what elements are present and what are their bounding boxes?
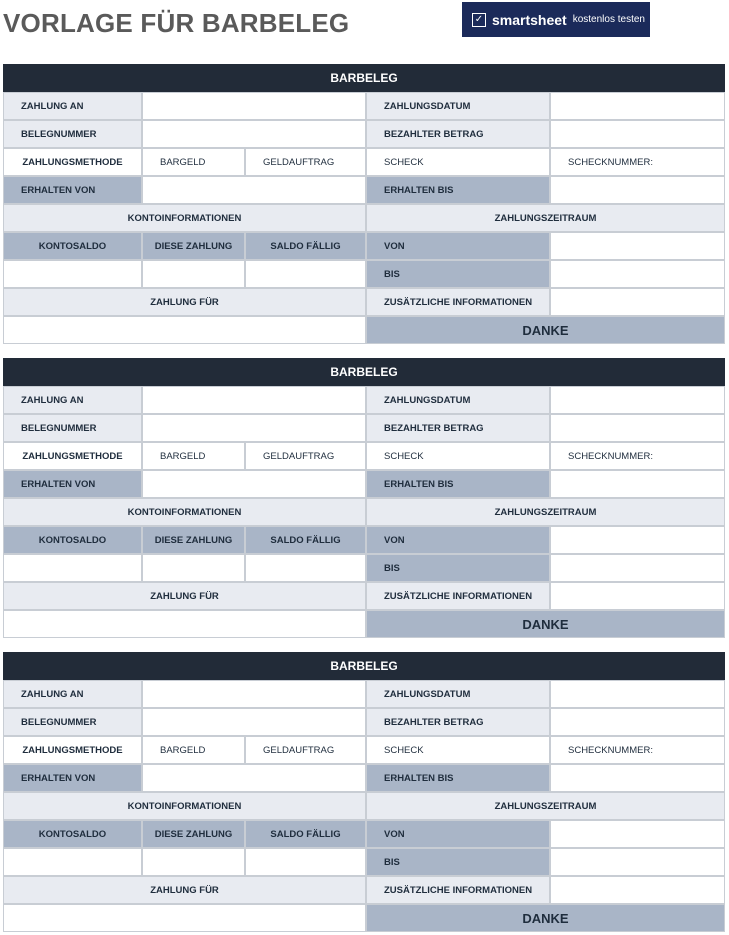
label-zusaetzliche-informationen: ZUSÄTZLICHE INFORMATIONEN: [366, 288, 550, 316]
field-zahlung-fuer[interactable]: [3, 316, 366, 344]
label-bis: BIS: [366, 260, 550, 288]
field-bezahlter-betrag[interactable]: [550, 708, 725, 736]
label-bezahlter-betrag: BEZAHLTER BETRAG: [366, 414, 550, 442]
option-bargeld[interactable]: BARGELD: [142, 148, 245, 176]
field-schecknummer[interactable]: SCHECKNUMMER:: [550, 148, 725, 176]
label-bis: BIS: [366, 554, 550, 582]
label-zahlungszeitraum: ZAHLUNGSZEITRAUM: [366, 204, 725, 232]
field-saldo-faellig[interactable]: [245, 260, 366, 288]
label-zahlung-an: ZAHLUNG AN: [3, 92, 142, 120]
field-zusaetzliche-informationen[interactable]: [550, 288, 725, 316]
field-erhalten-von[interactable]: [142, 470, 366, 498]
smartsheet-banner[interactable]: [462, 2, 650, 37]
field-erhalten-bis[interactable]: [550, 176, 725, 204]
field-von[interactable]: [550, 232, 725, 260]
label-erhalten-von: ERHALTEN VON: [3, 764, 142, 792]
field-diese-zahlung[interactable]: [142, 260, 245, 288]
field-zahlungsdatum[interactable]: [550, 92, 725, 120]
receipt-1: [3, 64, 725, 344]
field-zahlung-an[interactable]: [142, 92, 366, 120]
label-bezahlter-betrag: BEZAHLTER BETRAG: [366, 708, 550, 736]
field-diese-zahlung[interactable]: [142, 848, 245, 876]
receipt-header: BARBELEG: [3, 358, 725, 386]
option-geldauftrag[interactable]: GELDAUFTRAG: [245, 442, 366, 470]
label-diese-zahlung: DIESE ZAHLUNG: [142, 232, 245, 260]
field-zahlung-an[interactable]: [142, 680, 366, 708]
label-zahlungsmethode: ZAHLUNGSMETHODE: [3, 736, 142, 764]
label-zusaetzliche-informationen: ZUSÄTZLICHE INFORMATIONEN: [366, 876, 550, 904]
field-zahlungsdatum[interactable]: [550, 386, 725, 414]
label-diese-zahlung: DIESE ZAHLUNG: [142, 526, 245, 554]
label-erhalten-bis: ERHALTEN BIS: [366, 176, 550, 204]
label-erhalten-von: ERHALTEN VON: [3, 176, 142, 204]
field-zahlungsdatum[interactable]: [550, 680, 725, 708]
label-kontoinformationen: KONTOINFORMATIONEN: [3, 204, 366, 232]
field-zusaetzliche-informationen[interactable]: [550, 582, 725, 610]
option-scheck[interactable]: SCHECK: [366, 736, 550, 764]
field-von[interactable]: [550, 526, 725, 554]
field-saldo-faellig[interactable]: [245, 848, 366, 876]
danke-label: DANKE: [366, 610, 725, 638]
label-belegnummer: BELEGNUMMER: [3, 120, 142, 148]
label-erhalten-bis: ERHALTEN BIS: [366, 764, 550, 792]
label-saldo-faellig: SALDO FÄLLIG: [245, 526, 366, 554]
field-saldo-faellig[interactable]: [245, 554, 366, 582]
label-kontosaldo: KONTOSALDO: [3, 820, 142, 848]
field-erhalten-bis[interactable]: [550, 470, 725, 498]
field-erhalten-bis[interactable]: [550, 764, 725, 792]
label-zahlung-fuer: ZAHLUNG FÜR: [3, 288, 366, 316]
label-von: VON: [366, 232, 550, 260]
page-title: VORLAGE FÜR BARBELEG: [3, 8, 350, 38]
receipt-grid: [3, 92, 725, 344]
label-zahlungsdatum: ZAHLUNGSDATUM: [366, 386, 550, 414]
field-zahlung-fuer[interactable]: [3, 904, 366, 932]
label-zahlungsmethode: ZAHLUNGSMETHODE: [3, 442, 142, 470]
checkmark-icon: ✓: [472, 13, 486, 27]
field-von[interactable]: [550, 820, 725, 848]
label-diese-zahlung: DIESE ZAHLUNG: [142, 820, 245, 848]
label-zahlung-fuer: ZAHLUNG FÜR: [3, 582, 366, 610]
label-kontosaldo: KONTOSALDO: [3, 232, 142, 260]
receipt-grid: [3, 680, 725, 932]
receipt-2: [3, 358, 725, 638]
option-bargeld[interactable]: BARGELD: [142, 736, 245, 764]
label-bezahlter-betrag: BEZAHLTER BETRAG: [366, 120, 550, 148]
label-von: VON: [366, 526, 550, 554]
label-erhalten-bis: ERHALTEN BIS: [366, 470, 550, 498]
smartsheet-brand: smartsheet: [492, 11, 567, 28]
field-bezahlter-betrag[interactable]: [550, 414, 725, 442]
label-belegnummer: BELEGNUMMER: [3, 708, 142, 736]
field-bis[interactable]: [550, 848, 725, 876]
free-trial-link[interactable]: kostenlos testen: [572, 14, 645, 25]
receipt-header: BARBELEG: [3, 652, 725, 680]
field-erhalten-von[interactable]: [142, 764, 366, 792]
label-kontoinformationen: KONTOINFORMATIONEN: [3, 792, 366, 820]
option-geldauftrag[interactable]: GELDAUFTRAG: [245, 148, 366, 176]
receipt-grid: [3, 386, 725, 638]
field-schecknummer[interactable]: SCHECKNUMMER:: [550, 736, 725, 764]
option-scheck[interactable]: SCHECK: [366, 442, 550, 470]
label-zahlungsmethode: ZAHLUNGSMETHODE: [3, 148, 142, 176]
label-zahlungszeitraum: ZAHLUNGSZEITRAUM: [366, 498, 725, 526]
receipt-3: [3, 652, 725, 932]
field-belegnummer[interactable]: [142, 414, 366, 442]
field-kontosaldo[interactable]: [3, 554, 142, 582]
field-bis[interactable]: [550, 554, 725, 582]
label-zusaetzliche-informationen: ZUSÄTZLICHE INFORMATIONEN: [366, 582, 550, 610]
field-belegnummer[interactable]: [142, 120, 366, 148]
label-zahlungszeitraum: ZAHLUNGSZEITRAUM: [366, 792, 725, 820]
option-geldauftrag[interactable]: GELDAUFTRAG: [245, 736, 366, 764]
field-zahlung-an[interactable]: [142, 386, 366, 414]
label-saldo-faellig: SALDO FÄLLIG: [245, 232, 366, 260]
field-kontosaldo[interactable]: [3, 260, 142, 288]
label-zahlungsdatum: ZAHLUNGSDATUM: [366, 680, 550, 708]
label-von: VON: [366, 820, 550, 848]
receipt-header: BARBELEG: [3, 64, 725, 92]
label-zahlung-fuer: ZAHLUNG FÜR: [3, 876, 366, 904]
label-erhalten-von: ERHALTEN VON: [3, 470, 142, 498]
field-belegnummer[interactable]: [142, 708, 366, 736]
option-scheck[interactable]: SCHECK: [366, 148, 550, 176]
label-kontoinformationen: KONTOINFORMATIONEN: [3, 498, 366, 526]
danke-label: DANKE: [366, 316, 725, 344]
danke-label: DANKE: [366, 904, 725, 932]
label-bis: BIS: [366, 848, 550, 876]
field-bis[interactable]: [550, 260, 725, 288]
field-diese-zahlung[interactable]: [142, 554, 245, 582]
label-saldo-faellig: SALDO FÄLLIG: [245, 820, 366, 848]
option-bargeld[interactable]: BARGELD: [142, 442, 245, 470]
field-zahlung-fuer[interactable]: [3, 610, 366, 638]
field-kontosaldo[interactable]: [3, 848, 142, 876]
label-kontosaldo: KONTOSALDO: [3, 526, 142, 554]
field-schecknummer[interactable]: SCHECKNUMMER:: [550, 442, 725, 470]
label-zahlung-an: ZAHLUNG AN: [3, 680, 142, 708]
field-bezahlter-betrag[interactable]: [550, 120, 725, 148]
field-zusaetzliche-informationen[interactable]: [550, 876, 725, 904]
label-zahlungsdatum: ZAHLUNGSDATUM: [366, 92, 550, 120]
label-belegnummer: BELEGNUMMER: [3, 414, 142, 442]
field-erhalten-von[interactable]: [142, 176, 366, 204]
label-zahlung-an: ZAHLUNG AN: [3, 386, 142, 414]
